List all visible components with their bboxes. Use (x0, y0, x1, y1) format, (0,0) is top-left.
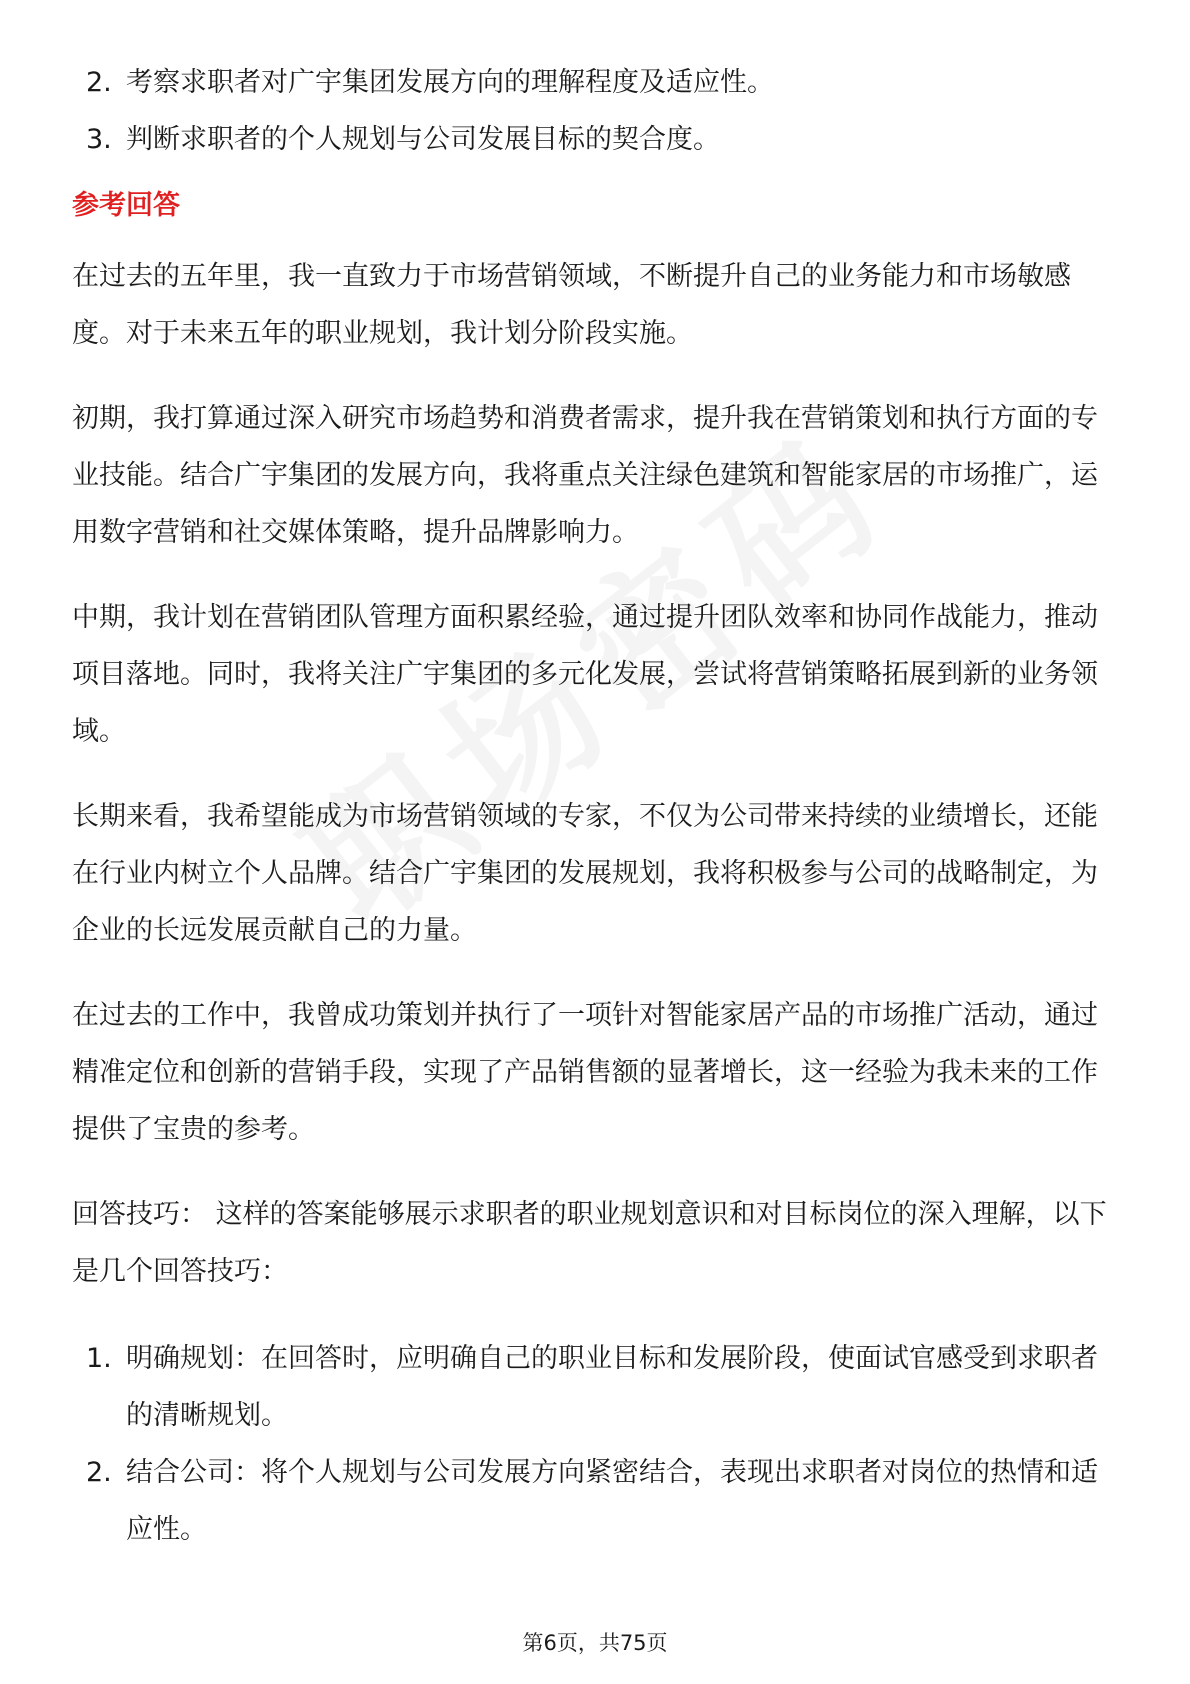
paragraph: 在过去的工作中，我曾成功策划并执行了一项针对智能家居产品的市场推广活动，通过精准定位和创新的营销手段，实现了产品销售额的显著增长，这一经验为我未来的工作提供了宝贵的参考。 (72, 1000, 1098, 1145)
list-number: 1. (86, 1343, 112, 1374)
paragraph: 初期，我打算通过深入研究市场趋势和消费者需求，提升我在营销策划和执行方面的专业技能。结合广宇集团的发展方向，我将重点关注绿色建筑和智能家居的市场推广，运用数字营销和社交媒体策略，提升品牌影响力。 (72, 403, 1098, 548)
list-item (72, 54, 1122, 111)
page-content (72, 54, 1122, 1558)
list-item (72, 1444, 1122, 1558)
page-number: 第6页，共75页 (522, 1631, 668, 1655)
paragraph: 长期来看，我希望能成为市场营销领域的专家，不仅为公司带来持续的业绩增长，还能在行业内树立个人品牌。结合广宇集团的发展规划，我将积极参与公司的战略制定，为企业的长远发展贡献自己的力量。 (72, 801, 1098, 946)
objective-list (72, 54, 1122, 168)
list-item (72, 1330, 1122, 1444)
paragraph: 回答技巧： 这样的答案能够展示求职者的职业规划意识和对目标岗位的深入理解，以下是几个回答技巧： (72, 1199, 1107, 1287)
list-text: 明确规划：在回答时，应明确自己的职业目标和发展阶段，使面试官感受到求职者的清晰规划。 (126, 1343, 1098, 1431)
list-number: 3. (86, 124, 112, 155)
list-number: 2. (86, 67, 112, 98)
paragraph: 中期，我计划在营销团队管理方面积累经验，通过提升团队效率和协同作战能力，推动项目落地。同时，我将关注广宇集团的多元化发展，尝试将营销策略拓展到新的业务领域。 (72, 602, 1098, 747)
list-number: 2. (86, 1457, 112, 1488)
list-item (72, 111, 1122, 168)
section-heading: 参考回答 (72, 190, 180, 221)
list-text: 判断求职者的个人规划与公司发展目标的契合度。 (126, 124, 720, 155)
tips-list (72, 1330, 1122, 1558)
list-text: 考察求职者对广宇集团发展方向的理解程度及适应性。 (126, 67, 774, 98)
list-text: 结合公司：将个人规划与公司发展方向紧密结合，表现出求职者对岗位的热情和适应性。 (126, 1457, 1098, 1545)
paragraph: 在过去的五年里，我一直致力于市场营销领域，不断提升自己的业务能力和市场敏感度。对于未来五年的职业规划，我计划分阶段实施。 (72, 261, 1071, 349)
